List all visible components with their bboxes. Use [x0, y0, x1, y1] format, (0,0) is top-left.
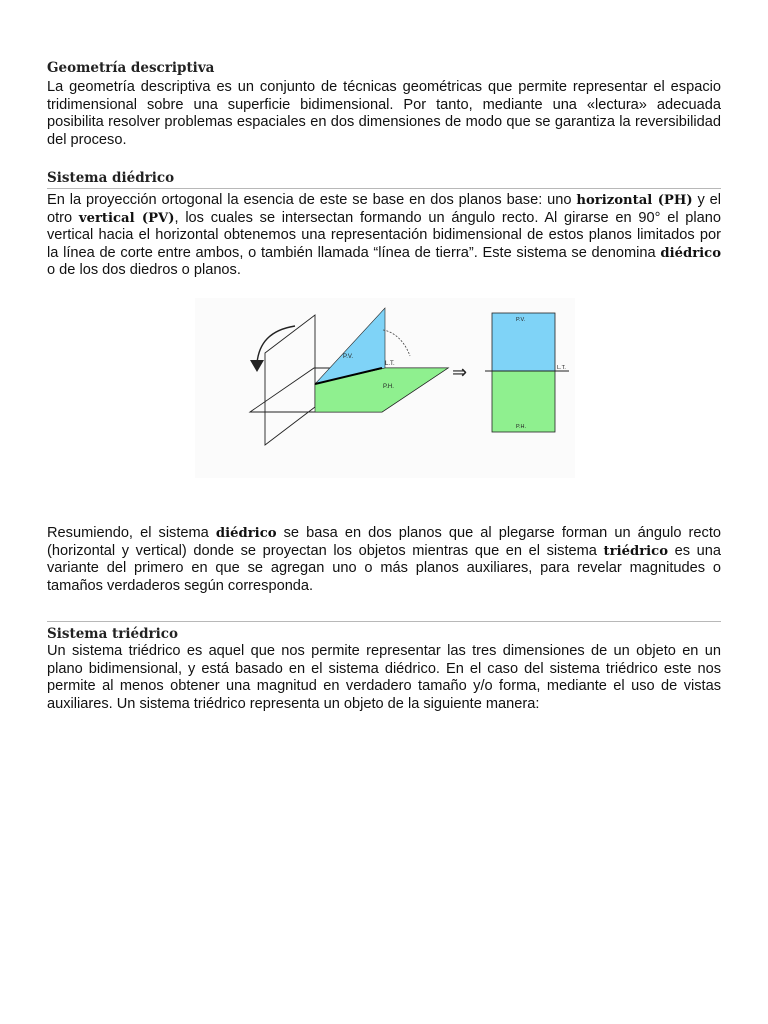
lt-label-2d: L.T.: [557, 365, 566, 371]
bold-term-triedrico: triédrico: [603, 543, 668, 559]
section-divider: [47, 621, 721, 622]
dihedral-system-figure: [195, 298, 575, 478]
pv-label-2d: P.V.: [516, 317, 526, 323]
text-run: o de los dos diedros o planos.: [47, 262, 241, 278]
section-header-diedrico: [47, 169, 721, 189]
section-header-triedrico: [47, 621, 721, 643]
section-title-diedrico: Sistema diédrico: [47, 170, 175, 186]
paragraph-diedrico: [47, 192, 721, 280]
section-divider: [47, 188, 721, 189]
bold-term-diedrico: diédrico: [660, 245, 721, 261]
paragraph-resumen: [47, 525, 721, 595]
text-run: es una variante del primero en que se agregan uno o más planos auxiliares, para revelar magnitudes o tamaños verdaderos según corresponda.: [47, 542, 721, 594]
paragraph-geometria: La geometría descriptiva es un conjunto de técnicas geométricas que permite representar el espacio tridimensional sobre una superficie bidimensional. Por tanto, mediante una «lectura» adecuada posibilita resolver problemas espaciales en dos dimensiones de modo que se garantiza la reversibilidad del proceso.: [47, 79, 721, 148]
text-run: Resumiendo, el sistema: [47, 525, 216, 541]
implies-arrow: ⇒: [452, 362, 468, 383]
bold-term-horizontal: horizontal (PH): [576, 193, 693, 208]
text-run: y el otro: [47, 192, 722, 226]
bold-term-diedrico: diédrico: [215, 526, 277, 541]
pv-label-3d: P.V.: [343, 354, 354, 360]
ph-label-2d: P.H.: [516, 424, 526, 430]
bold-term-vertical: vertical (PV): [78, 210, 175, 226]
ph-label-3d: P.H.: [383, 384, 394, 390]
lt-label-3d: L.T.: [385, 361, 395, 367]
paragraph-triedrico: Un sistema triédrico es aquel que nos permite representar las tres dimensiones de un objeto en un plano bidimensional, y está basado en el sistema diédrico. En el caso del sistema triédrico este nos permite al menos obtener una magnitud en verdadero tamaño y/o forma, mediante el uso de vistas auxiliares. Un sistema triédrico representa un objeto de la siguiente manera:: [47, 643, 721, 712]
section-title-geometria: Geometría descriptiva: [47, 60, 215, 76]
ph-rectangle: [492, 371, 555, 432]
text-run: En la proyección ortogonal la esencia de este se base en dos planos base: uno: [47, 192, 577, 208]
text-run: , los cuales se intersectan formando un ángulo recto. Al girarse en 90° el plano vertical hacia el horizontal obtenemos una representación bidimensional de estos planos limitados por la línea de corte entre ambos, o también llamada “línea de tierra”. Este sistema se denomina: [47, 209, 722, 261]
text-run: se basa en dos planos que al plegarse forman un ángulo recto (horizontal y vertical) donde se proyectan los objetos mientras que en el sistema: [47, 525, 721, 559]
section-title-triedrico: Sistema triédrico: [47, 626, 179, 642]
